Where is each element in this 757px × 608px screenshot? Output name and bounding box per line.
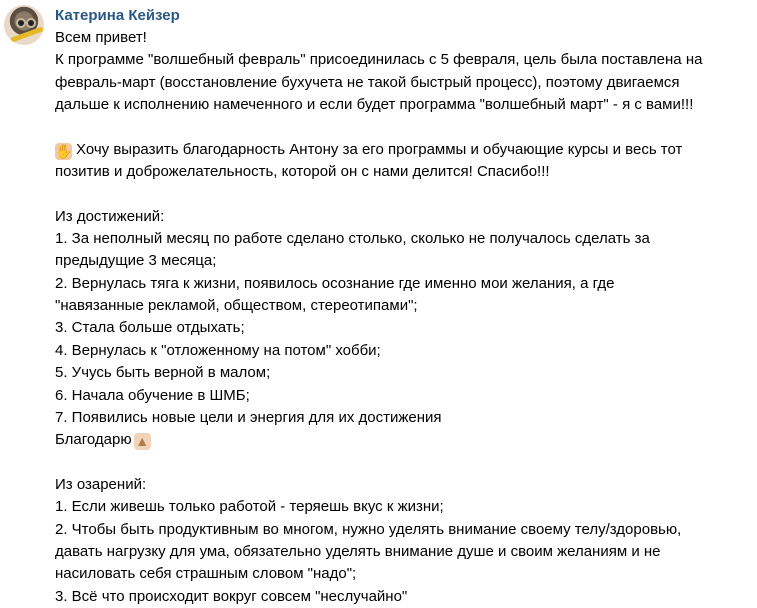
text-line: дальше к исполнению намеченного и если будет программа "волшебный март" - я с вами!!! <box>55 96 694 114</box>
text-line: "навязанные рекламой, обществом, стереотипами"; <box>55 297 418 315</box>
text-line: 3. Всё что происходит вокруг совсем "неслучайно" <box>55 587 408 605</box>
text-line: 4. Вернулась к "отложенному на потом" хобби; <box>55 341 381 359</box>
text-span: Хочу выразить благодарность Антону за его программы и обучающие курсы и весь тот <box>76 140 683 158</box>
owl-eye-icon <box>16 18 26 28</box>
text-line <box>55 139 755 161</box>
section-heading: Из озарений: <box>55 475 147 493</box>
text-line: давать нагрузку для ума, обязательно уделять внимание душе и своим желаниям и не <box>55 542 661 560</box>
text-line: насиловать себя страшным словом "надо"; <box>55 565 357 583</box>
text-line: 5. Учусь быть верной в малом; <box>55 364 271 382</box>
text-line: 1. Если живешь только работой - теряешь вкус к жизни; <box>55 498 444 516</box>
blank-line <box>55 452 755 474</box>
section-heading: Из достижений: <box>55 207 165 225</box>
author-avatar[interactable] <box>4 5 44 45</box>
text-line: 6. Начала обучение в ШМБ; <box>55 386 250 404</box>
comment-text <box>55 27 755 608</box>
text-line: 3. Стала больше отдыхать; <box>55 319 245 337</box>
text-line: предыдущие 3 месяца; <box>55 252 217 270</box>
text-line: К программе "волшебный февраль" присоединилась с 5 февраля, цель была поставлена на <box>55 51 703 69</box>
text-line: позитив и доброжелательность, которой он с нами делится! Спасибо!!! <box>55 163 550 181</box>
branch-icon <box>10 26 44 42</box>
thumbs-up-icon: ▲ <box>135 433 150 450</box>
blank-line <box>55 183 755 205</box>
text-line: 7. Появились новые цели и энергия для их достижения <box>55 408 442 426</box>
blank-line <box>55 116 755 138</box>
text-line: 2. Чтобы быть продуктивным во многом, нужно уделять внимание своему телу/здоровью, <box>55 520 682 538</box>
author-name[interactable]: Катерина Кейзер <box>55 7 180 24</box>
text-line: Всем привет! <box>55 29 147 46</box>
owl-eye-icon <box>26 18 36 28</box>
text-line: 2. Вернулась тяга к жизни, появилось осознание где именно мои желания, а где <box>55 274 615 292</box>
text-span: Благодарю <box>55 431 132 449</box>
text-line: 1. За неполный месяц по работе сделано столько, сколько не получалось сделать за <box>55 230 650 248</box>
text-line <box>55 429 755 451</box>
text-line: февраль-март (восстановление бухучета не такой быстрый процесс), поэтому двигаемся <box>55 73 680 91</box>
praying-hands-icon: ✋ <box>55 142 73 159</box>
